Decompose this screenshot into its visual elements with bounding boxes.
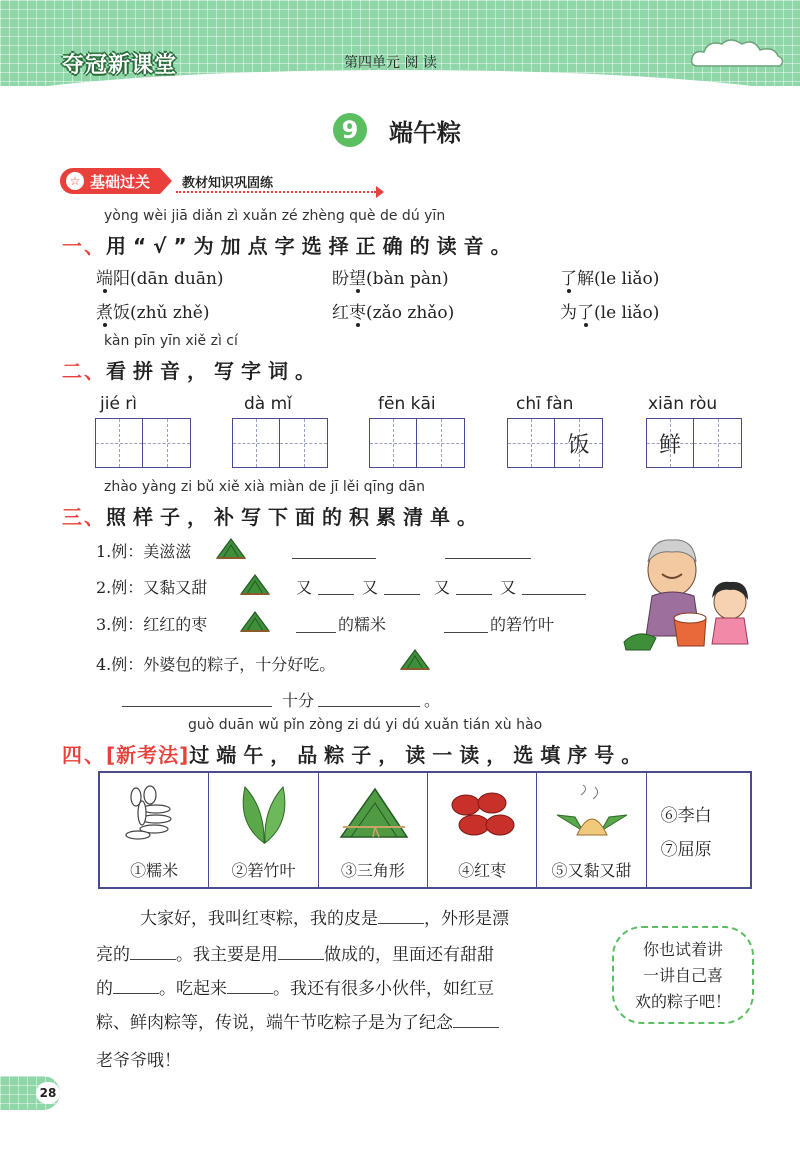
writing-cell[interactable] [417,419,464,467]
writing-cell[interactable] [96,419,143,467]
q1-pinyin: yòng wèi jiā diǎn zì xuǎn zé zhèng què de dú yīn [104,208,446,224]
answer-blank[interactable] [122,706,272,707]
star-icon: ☆ [66,172,84,190]
zongzi-icon [398,647,432,671]
writing-cell[interactable] [233,419,280,467]
q4-pinyin: guò duān wǔ pǐn zòng zi dú yi dú xuǎn tián xù hào [188,717,543,733]
writing-cell[interactable] [694,419,741,467]
writing-grid [369,418,465,468]
writing-cell[interactable] [280,419,327,467]
option-label: ⑦屈原 [660,840,712,860]
writing-cell: 饭 [555,419,602,467]
writing-grid [232,418,328,468]
dates-icon [444,783,522,845]
q1-heading [62,230,518,259]
lesson-title [333,112,461,148]
q1-item: 了解(le liǎo) [560,264,659,289]
q4-text: 过端午，品粽子，读一读，选填序号。 [189,743,649,767]
q3-you: 又 [362,578,379,597]
passage-line: 老爷爷哦！ [96,1051,181,1071]
option-cell [209,773,318,887]
q3-example-2: 2.例：又黏又甜 [96,578,208,597]
answer-blank[interactable] [292,558,376,559]
options-table [98,771,752,889]
cloud-icon [688,36,788,72]
option-cell [100,773,209,887]
writing-cell[interactable] [370,419,417,467]
sticky-zongzi-icon [553,783,631,845]
tip-text: 你也试着讲 一讲自己喜 欢的粽子吧！ [634,940,731,1011]
q1-item: 端阳(dān duān) [96,264,224,289]
option-cell [647,773,750,887]
option-cell [319,773,428,887]
q3-example-3a: 的糯米 [338,615,387,634]
q3-text: 照样子，补写下面的积累清单。 [106,505,484,529]
answer-blank[interactable] [456,594,492,595]
writing-grid [646,418,742,468]
q2-word-pinyin: jié rì [100,394,138,414]
answer-blank[interactable] [445,558,531,559]
q1-item: 盼望(bàn pàn) [332,264,449,289]
passage-line: 亮的 。我主要是用 做成的，里面还有甜甜 [96,945,494,965]
zongzi-icon [214,536,248,560]
q2-word-pinyin: chī fàn [516,394,574,414]
grandma-girl-illustration [622,532,756,660]
option-label: ④红枣 [458,861,507,880]
tip-bubble [612,926,754,1024]
q4-heading [62,739,648,768]
answer-blank[interactable] [444,632,488,633]
section-divider [176,191,376,193]
writing-grid [95,418,191,468]
q2-pinyin: kàn pīn yīn xiě zì cí [104,333,238,349]
q2-number: 二、 [62,359,106,383]
q3-you: 又 [296,578,313,597]
passage-line: 大家好，我叫红枣粽，我的皮是 ，外形是漂 [140,909,509,929]
q3-heading [62,501,484,530]
answer-blank[interactable] [384,594,420,595]
option-label: ⑤又黏又甜 [551,861,632,880]
option-label: ①糯米 [130,861,179,880]
q2-word-pinyin: dà mǐ [244,394,292,414]
q4-number: 四、 [62,743,106,767]
answer-blank[interactable] [318,706,420,707]
answer-blank[interactable] [318,594,354,595]
q2-word-pinyin: fēn kāi [378,394,436,414]
writing-cell[interactable] [143,419,190,467]
badge-tip [160,168,172,194]
unit-label: 第四单元 阅 读 [344,55,437,71]
option-label: ②箬竹叶 [231,861,296,880]
leaf-icon [225,783,303,845]
writing-cell: 鲜 [647,419,694,467]
q3-example-3: 3.例：红红的枣 [96,615,208,634]
q1-text: 用“√”为加点字选择正确的读音。 [106,234,518,258]
q3-you: 又 [500,578,517,597]
arrow-icon [376,186,384,198]
q3-you: 又 [434,578,451,597]
passage-line: 粽、鲜肉粽等，传说，端午节吃粽子是为了纪念 [96,1008,499,1033]
option-cell [537,773,646,887]
option-cell [428,773,537,887]
lesson-number: 9 [333,113,367,147]
option-label: ⑥李白 [660,806,712,826]
lesson-name: 端午粽 [389,118,461,147]
q1-item: 红枣(zǎo zhǎo) [332,298,454,323]
q1-item: 为了(le liǎo) [560,298,659,323]
q2-heading [62,355,322,384]
page-number: 28 [36,1082,60,1104]
writing-grid [507,418,603,468]
answer-blank[interactable] [296,632,336,633]
q1-item: 煮饭(zhǔ zhě) [96,298,210,323]
q2-word-pinyin: xiān ròu [648,394,718,414]
q3-example-4: 4.例：外婆包的粽子，十分好吃。 [96,655,336,674]
rice-icon [116,783,194,845]
zongzi-icon [238,572,272,596]
q3-pinyin: zhào yàng zi bǔ xiě xià miàn de jī lěi qīng dān [104,479,426,495]
q3-example-1: 1.例：美滋滋 [96,542,192,561]
passage-line: 的 。吃起来 。我还有很多小伙伴，如红豆 [96,979,494,999]
section-subtitle: 教材知识巩固练 [182,175,274,191]
q4-new-tag: [新考法] [106,743,190,767]
q3-example-4-mid: 十分 [282,691,315,710]
writing-cell[interactable] [508,419,555,467]
badge-text: 基础过关 [90,172,151,191]
answer-blank[interactable] [522,594,586,595]
option-label: ③三角形 [340,861,405,880]
q3-example-3b: 的箬竹叶 [490,615,555,634]
q3-example-4-end: 。 [424,691,441,710]
zongzi-triangle-icon [335,783,413,845]
q3-number: 三、 [62,505,106,529]
q2-text: 看拼音，写字词。 [106,359,322,383]
badge-label [60,168,160,194]
q1-number: 一、 [62,234,106,258]
brand-logo: 夺冠新课堂 [62,53,178,78]
zongzi-icon [238,609,272,633]
